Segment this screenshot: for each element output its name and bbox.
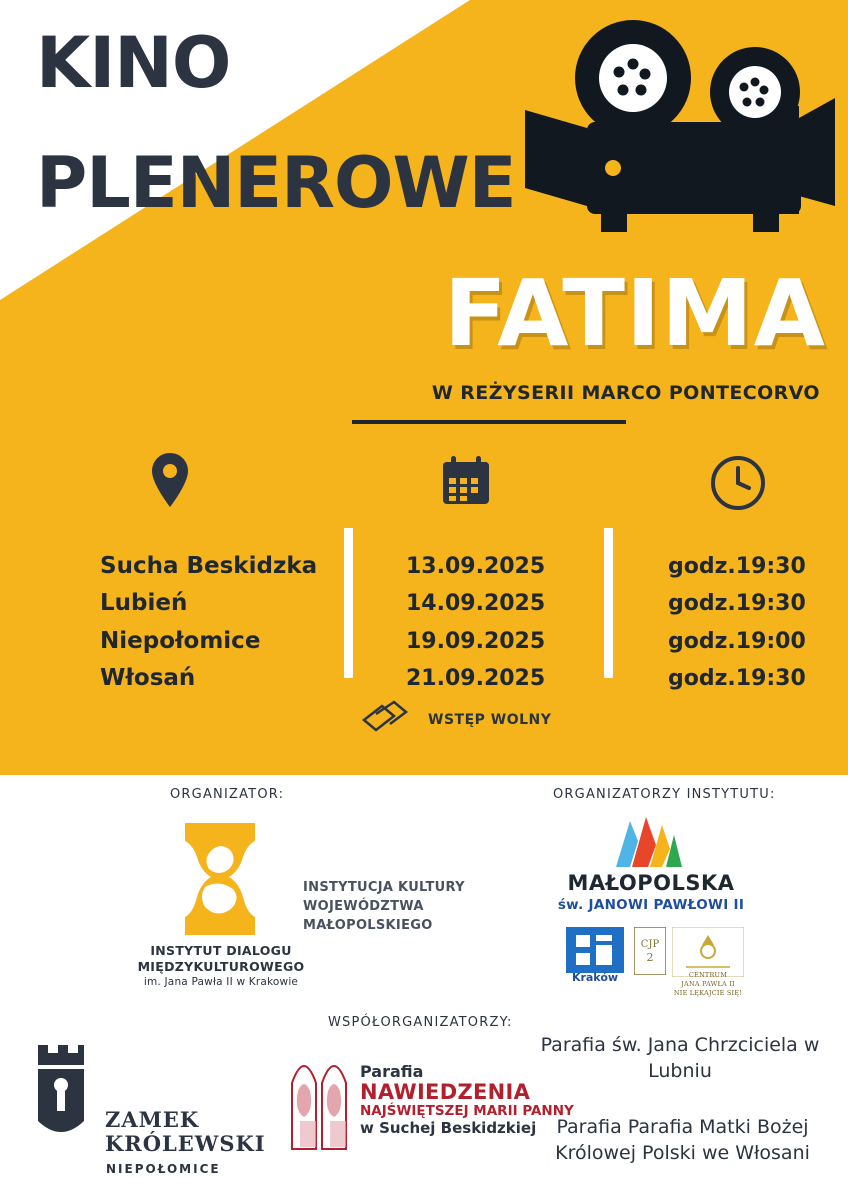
parafia-line-2: NAWIEDZENIA <box>360 1079 531 1104</box>
institute-organizers-label: ORGANIZATORZY INSTYTUTU: <box>553 787 776 802</box>
idm-line1: INSTYTUT DIALOGU <box>150 943 292 958</box>
page-title-line1: KINO <box>36 22 231 104</box>
centrum-line-2: JANA PAWŁA II <box>681 979 735 988</box>
screening-places-column <box>100 548 317 697</box>
film-title: FATIMA <box>443 260 826 367</box>
parish-lubien: Parafia św. Jana Chrzciciela w Lubniu <box>540 1034 820 1082</box>
parafia-line-4: w Suchej Beskidzkiej <box>360 1118 537 1137</box>
centrum-jp2-logo-icon <box>672 927 744 977</box>
screening-place: Lubień <box>100 590 188 617</box>
screening-date: 21.09.2025 <box>406 666 546 692</box>
zamek-line-1: ZAMEK <box>105 1107 200 1132</box>
calendar-icon <box>440 455 492 507</box>
screening-time: godz.19:30 <box>668 591 806 617</box>
centrum-jp2-text <box>648 971 768 997</box>
cjp2-logo-icon <box>634 927 666 975</box>
column-divider-2 <box>604 528 613 678</box>
svg-text:CJP: CJP <box>640 939 660 950</box>
zamek-krolewski-logo-icon <box>30 1035 92 1143</box>
tickets-icon <box>360 700 418 740</box>
screening-date: 19.09.2025 <box>406 628 546 654</box>
free-entry-label: WSTĘP WOLNY <box>428 712 552 728</box>
director-credit: W REŻYSERII MARCO PONTECORVO <box>431 382 820 404</box>
clock-icon <box>710 455 766 511</box>
idm-line2: MIĘDZYKULTUROWEGO <box>137 959 305 975</box>
parafia-line-3: NAJŚWIĘTSZEJ MARII PANNY <box>360 1103 574 1120</box>
krakow-label: Kraków <box>571 971 619 984</box>
idm-name <box>126 943 316 989</box>
screening-time: godz.19:30 <box>668 554 806 579</box>
organizer-label: ORGANIZATOR: <box>170 787 285 802</box>
screening-date: 14.09.2025 <box>406 591 546 617</box>
institution-line-3: MAŁOPOLSKIEGO <box>303 917 433 933</box>
page-title-line2: PLENEROWE <box>36 142 516 224</box>
institution-line-2: WOJEWÓDZTWA <box>303 898 424 914</box>
screening-place: Niepołomice <box>100 627 261 654</box>
idm-chalice-logo-icon <box>175 817 265 947</box>
screening-time: godz.19:30 <box>668 666 806 692</box>
svg-text:2: 2 <box>646 951 654 964</box>
film-projector-icon <box>505 10 840 260</box>
screening-time: godz.19:00 <box>668 628 806 654</box>
zamek-line-2: KRÓLEWSKI <box>105 1131 266 1157</box>
idm-line3: im. Jana Pawła II w Krakowie <box>143 975 299 988</box>
parafia-nawiedzenia-logo-icon <box>286 1047 354 1155</box>
screening-dates-column <box>406 548 546 698</box>
malopolska-subtitle: św. JANOWI PAWŁOWI II <box>557 897 745 913</box>
centrum-line-1: CENTRUM <box>688 971 728 979</box>
centrum-line-3: NIE LĘKAJCIE SIĘ! <box>673 988 743 997</box>
screening-place: Sucha Beskidzka <box>100 553 318 579</box>
screening-place: Włosań <box>100 664 196 691</box>
screening-date: 13.09.2025 <box>406 554 546 579</box>
institution-line-1: INSTYTUCJA KULTURY <box>303 880 465 895</box>
column-divider-1 <box>344 528 353 678</box>
zamek-sub: NIEPOŁOMICE <box>106 1162 221 1176</box>
divider-rule <box>352 420 626 424</box>
free-entry-block <box>360 700 551 740</box>
zamek-name <box>105 1108 266 1156</box>
parish-wlosan: Parafia Parafia Matki Bożej Królowej Polski we Włosani <box>555 1116 810 1164</box>
malopolska-logo-icon <box>612 815 684 867</box>
institution-of-culture <box>303 879 465 936</box>
parafia-line-1: Parafia <box>360 1062 424 1081</box>
map-pin-icon <box>150 452 190 508</box>
credits-section <box>0 775 848 1200</box>
krakow-logo-icon <box>566 927 624 973</box>
malopolska-name: MAŁOPOLSKA <box>567 871 735 895</box>
screening-times-column <box>668 548 806 698</box>
coorganizers-label: WSPÓŁORGANIZATORZY: <box>328 1015 513 1030</box>
